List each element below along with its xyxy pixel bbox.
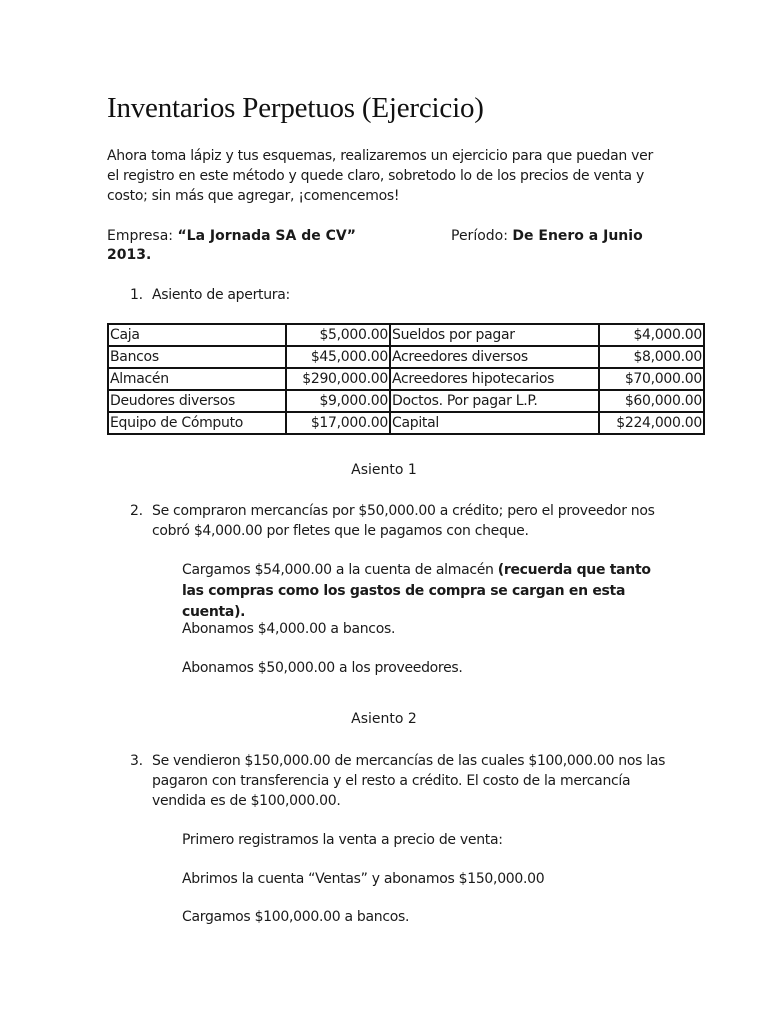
list-text: Se compraron mercancías por $50,000.00 a crédito; pero el proveedor nos cobró $4,000.00 por fletes que le pagamos con cheque. xyxy=(152,503,655,539)
asset-amount: $17,000.00 xyxy=(286,412,390,434)
cargo-note: (recuerda que tanto las compras como los gastos de compra se cargan en esta cuenta). xyxy=(182,562,651,620)
cargo-text: Cargamos $54,000.00 a la cuenta de almacén xyxy=(182,562,498,578)
asset-name: Bancos xyxy=(108,346,286,368)
table-row xyxy=(108,368,704,390)
asiento-1-label: Asiento 1 xyxy=(351,462,417,478)
list-number: 1. xyxy=(130,287,143,303)
abono-bancos: Abonamos $4,000.00 a bancos. xyxy=(182,621,396,637)
liability-amount: $224,000.00 xyxy=(599,412,704,434)
asset-name: Deudores diversos xyxy=(108,390,286,412)
asset-name: Caja xyxy=(108,324,286,346)
abono-proveedores: Abonamos $50,000.00 a los proveedores. xyxy=(182,660,463,676)
list-number: 3. xyxy=(130,753,143,769)
list-text: Se vendieron $150,000.00 de mercancías de las cuales $100,000.00 nos las pagaron con transferencia y el resto a crédito. El costo de la mercancía vendida es de $100,000.00. xyxy=(152,753,666,809)
asset-amount: $9,000.00 xyxy=(286,390,390,412)
list-number: 2. xyxy=(130,503,143,519)
table-row xyxy=(108,412,704,434)
table-row xyxy=(108,390,704,412)
asset-amount: $5,000.00 xyxy=(286,324,390,346)
periodo-label: Período: xyxy=(451,228,513,244)
document-title: Inventarios Perpetuos (Ejercicio) xyxy=(107,92,484,124)
table-row xyxy=(108,346,704,368)
cargo-almacen xyxy=(182,560,662,623)
cargo-bancos: Cargamos $100,000.00 a bancos. xyxy=(182,909,410,925)
periodo-year: 2013. xyxy=(107,247,152,263)
table-row xyxy=(108,324,704,346)
liability-name: Capital xyxy=(390,412,599,434)
intro-paragraph xyxy=(107,146,667,206)
asset-amount: $45,000.00 xyxy=(286,346,390,368)
liability-name: Acreedores diversos xyxy=(390,346,599,368)
abono-ventas: Abrimos la cuenta “Ventas” y abonamos $150,000.00 xyxy=(182,871,545,887)
list-text: Asiento de apertura: xyxy=(152,287,290,303)
liability-amount: $4,000.00 xyxy=(599,324,704,346)
periodo xyxy=(451,226,643,246)
intro-text: Ahora toma lápiz y tus esquemas, realizaremos un ejercicio para que puedan ver el registro en este método y quede claro, sobretodo lo de los precios de venta y costo; sin más que agregar, ¡comencemos! xyxy=(107,148,653,204)
asset-name: Equipo de Cómputo xyxy=(108,412,286,434)
asset-name: Almacén xyxy=(108,368,286,390)
liability-amount: $70,000.00 xyxy=(599,368,704,390)
empresa-label: Empresa: xyxy=(107,228,178,244)
liability-name: Doctos. Por pagar L.P. xyxy=(390,390,599,412)
opening-balance-table xyxy=(107,323,705,435)
empresa-value: “La Jornada SA de CV” xyxy=(177,228,356,244)
liability-name: Sueldos por pagar xyxy=(390,324,599,346)
venta-intro: Primero registramos la venta a precio de venta: xyxy=(182,832,503,848)
liability-amount: $60,000.00 xyxy=(599,390,704,412)
periodo-value: De Enero a Junio xyxy=(512,228,643,244)
asset-amount: $290,000.00 xyxy=(286,368,390,390)
company-line xyxy=(107,226,667,246)
asiento-2-label: Asiento 2 xyxy=(351,711,417,727)
liability-name: Acreedores hipotecarios xyxy=(390,368,599,390)
liability-amount: $8,000.00 xyxy=(599,346,704,368)
